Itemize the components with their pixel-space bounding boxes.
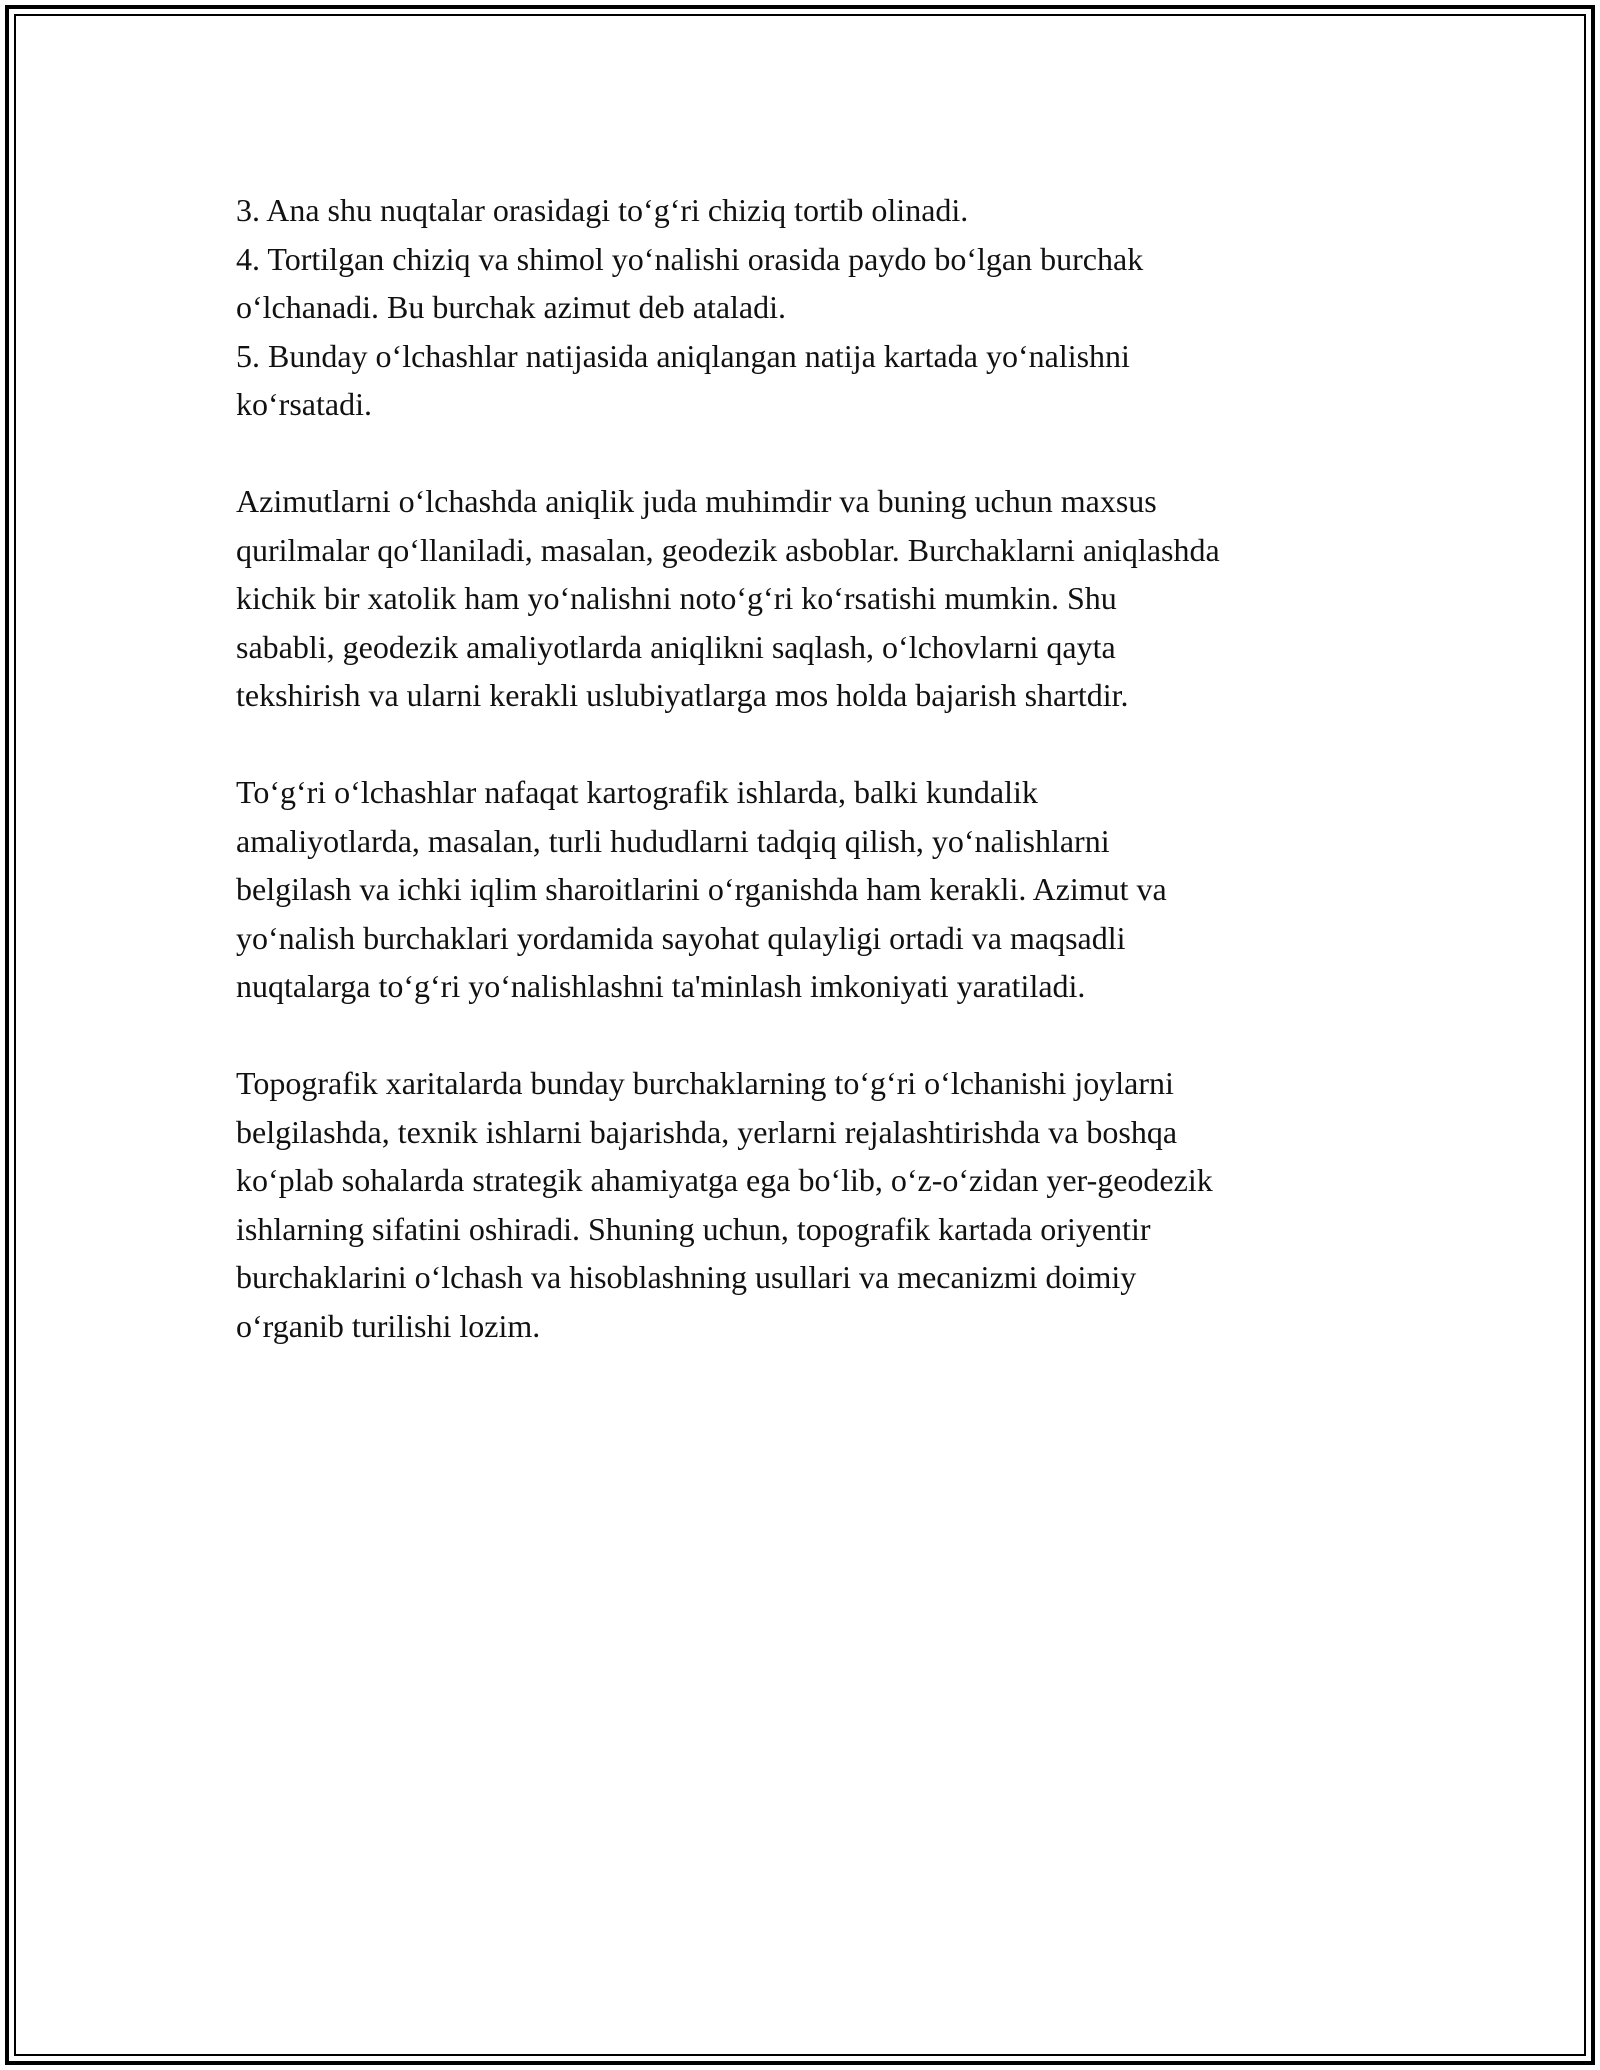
paragraph-line: ishlarning sifatini oshiradi. Shuning uchun, topografik kartada oriyentir <box>236 1210 1151 1247</box>
paragraph-line: sababli, geodezik amaliyotlarda aniqlikni saqlash, o‘lchovlarni qayta <box>236 628 1116 665</box>
paragraph-line: burchaklarini o‘lchash va hisoblashning usullari va mecanizmi doimiy <box>236 1259 1137 1295</box>
paragraph-accuracy <box>236 477 1376 720</box>
paragraph-line: amaliyotlarda, masalan, turli hududlarni tadqiq qilish, yo‘nalishlarni <box>236 822 1110 859</box>
steps-list <box>236 186 1376 429</box>
document-body <box>236 186 1376 1399</box>
paragraph-line: o‘rganib turilishi lozim. <box>236 1307 541 1344</box>
paragraph-practice <box>236 768 1376 1011</box>
paragraph-line: To‘g‘ri o‘lchashlar nafaqat kartografik ishlarda, balki kundalik <box>236 774 1038 810</box>
paragraph-line: ko‘plab sohalarda strategik ahamiyatga ega bo‘lib, o‘z-o‘zidan yer-geodezik <box>236 1162 1213 1198</box>
step-4-line-2: o‘lchanadi. Bu burchak azimut deb ataladi. <box>236 289 787 325</box>
paragraph-line: Azimutlarni o‘lchashda aniqlik juda muhimdir va buning uchun maxsus <box>236 483 1157 519</box>
paragraph-line: yo‘nalish burchaklari yordamida sayohat qulayligi ortadi va maqsadli <box>236 919 1126 956</box>
paragraph-line: nuqtalarga to‘g‘ri yo‘nalishlashni ta'minlash imkoniyati yaratiladi. <box>236 968 1086 1004</box>
paragraph-line: kichik bir xatolik ham yo‘nalishni noto‘g‘ri ko‘rsatishi mumkin. Shu <box>236 580 1117 616</box>
step-5-line-1: 5. Bunday o‘lchashlar natijasida aniqlangan natija kartada yo‘nalishni <box>236 337 1130 374</box>
paragraph-topographic <box>236 1059 1376 1350</box>
step-3-line: 3. Ana shu nuqtalar orasidagi to‘g‘ri chiziq tortib olinadi. <box>236 192 969 228</box>
step-4-line-1: 4. Tortilgan chiziq va shimol yo‘nalishi orasida paydo bo‘lgan burchak <box>236 240 1144 277</box>
paragraph-line: Topografik xaritalarda bunday burchaklarning to‘g‘ri o‘lchanishi joylarni <box>236 1065 1174 1101</box>
paragraph-line: belgilash va ichki iqlim sharoitlarini o‘rganishda ham kerakli. Azimut va <box>236 871 1167 907</box>
step-5-line-2: ko‘rsatadi. <box>236 386 372 422</box>
paragraph-line: qurilmalar qo‘llaniladi, masalan, geodezik asboblar. Burchaklarni aniqlashda <box>236 531 1220 568</box>
paragraph-line: belgilashda, texnik ishlarni bajarishda, yerlarni rejalashtirishda va boshqa <box>236 1113 1178 1150</box>
paragraph-line: tekshirish va ularni kerakli uslubiyatlarga mos holda bajarish shartdir. <box>236 677 1129 713</box>
